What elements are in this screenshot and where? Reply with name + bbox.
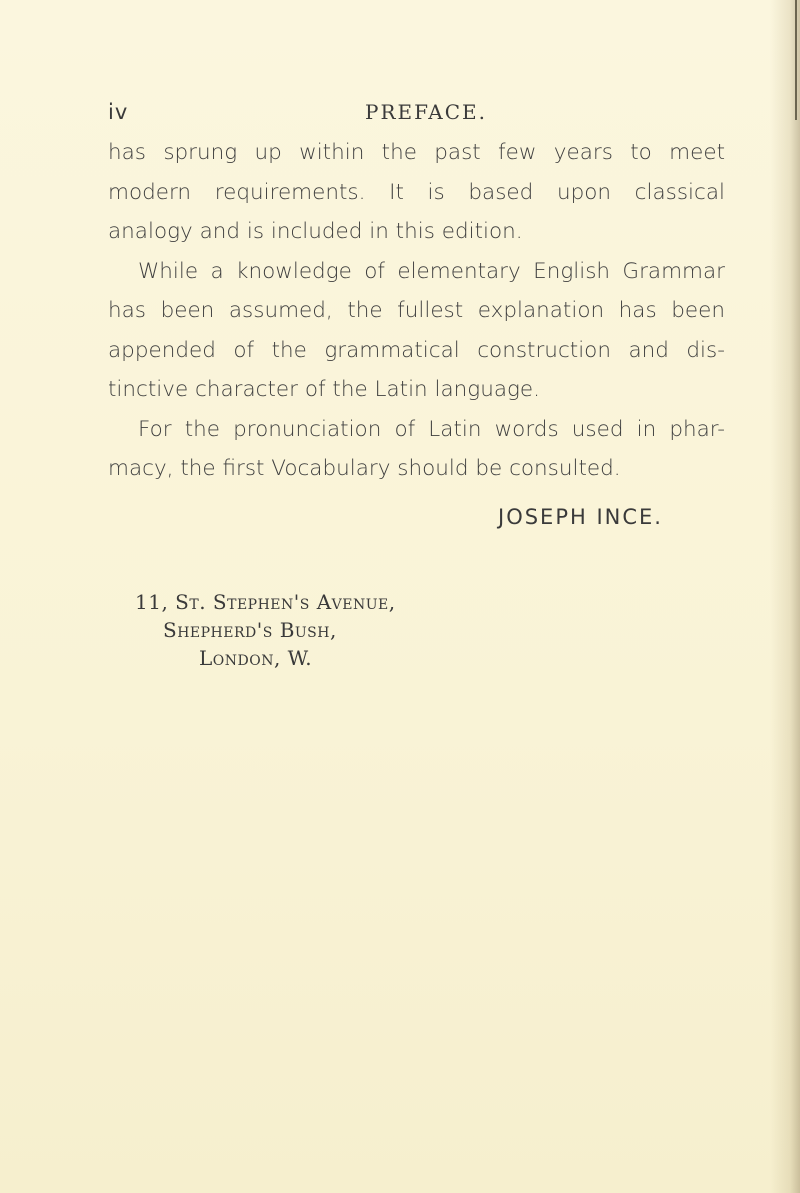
author-address [135,588,396,672]
text-line: macy, the first Vocabulary should be consulted. [108,456,621,481]
running-head-title: PREFACE. [365,100,487,124]
address-line: 11, St. Stephen's Avenue, [135,590,396,614]
page-edge-shadow [795,0,797,120]
text-line: analogy and is included in this edition. [108,219,523,244]
text-line: For the pronunciation of Latin words used in phar- [138,416,725,442]
text-line: has sprung up within the past few years to meet [108,140,725,165]
text-line: modern requirements. It is based upon classical [108,179,725,205]
text-line: has been assumed, the fullest explanation has been [108,298,725,323]
author-signature: JOSEPH INCE. [498,505,663,529]
address-line: Shepherd's Bush, [163,618,337,642]
preface-body [108,133,725,489]
address-line: London, W. [199,646,313,670]
text-line: appended of the grammatical construction and dis- [108,337,725,363]
text-line: While a knowledge of elementary English Grammar [138,258,725,284]
text-line: tinctive character of the Latin language. [108,377,540,402]
page-number: iv [108,100,129,124]
running-head [108,100,725,134]
